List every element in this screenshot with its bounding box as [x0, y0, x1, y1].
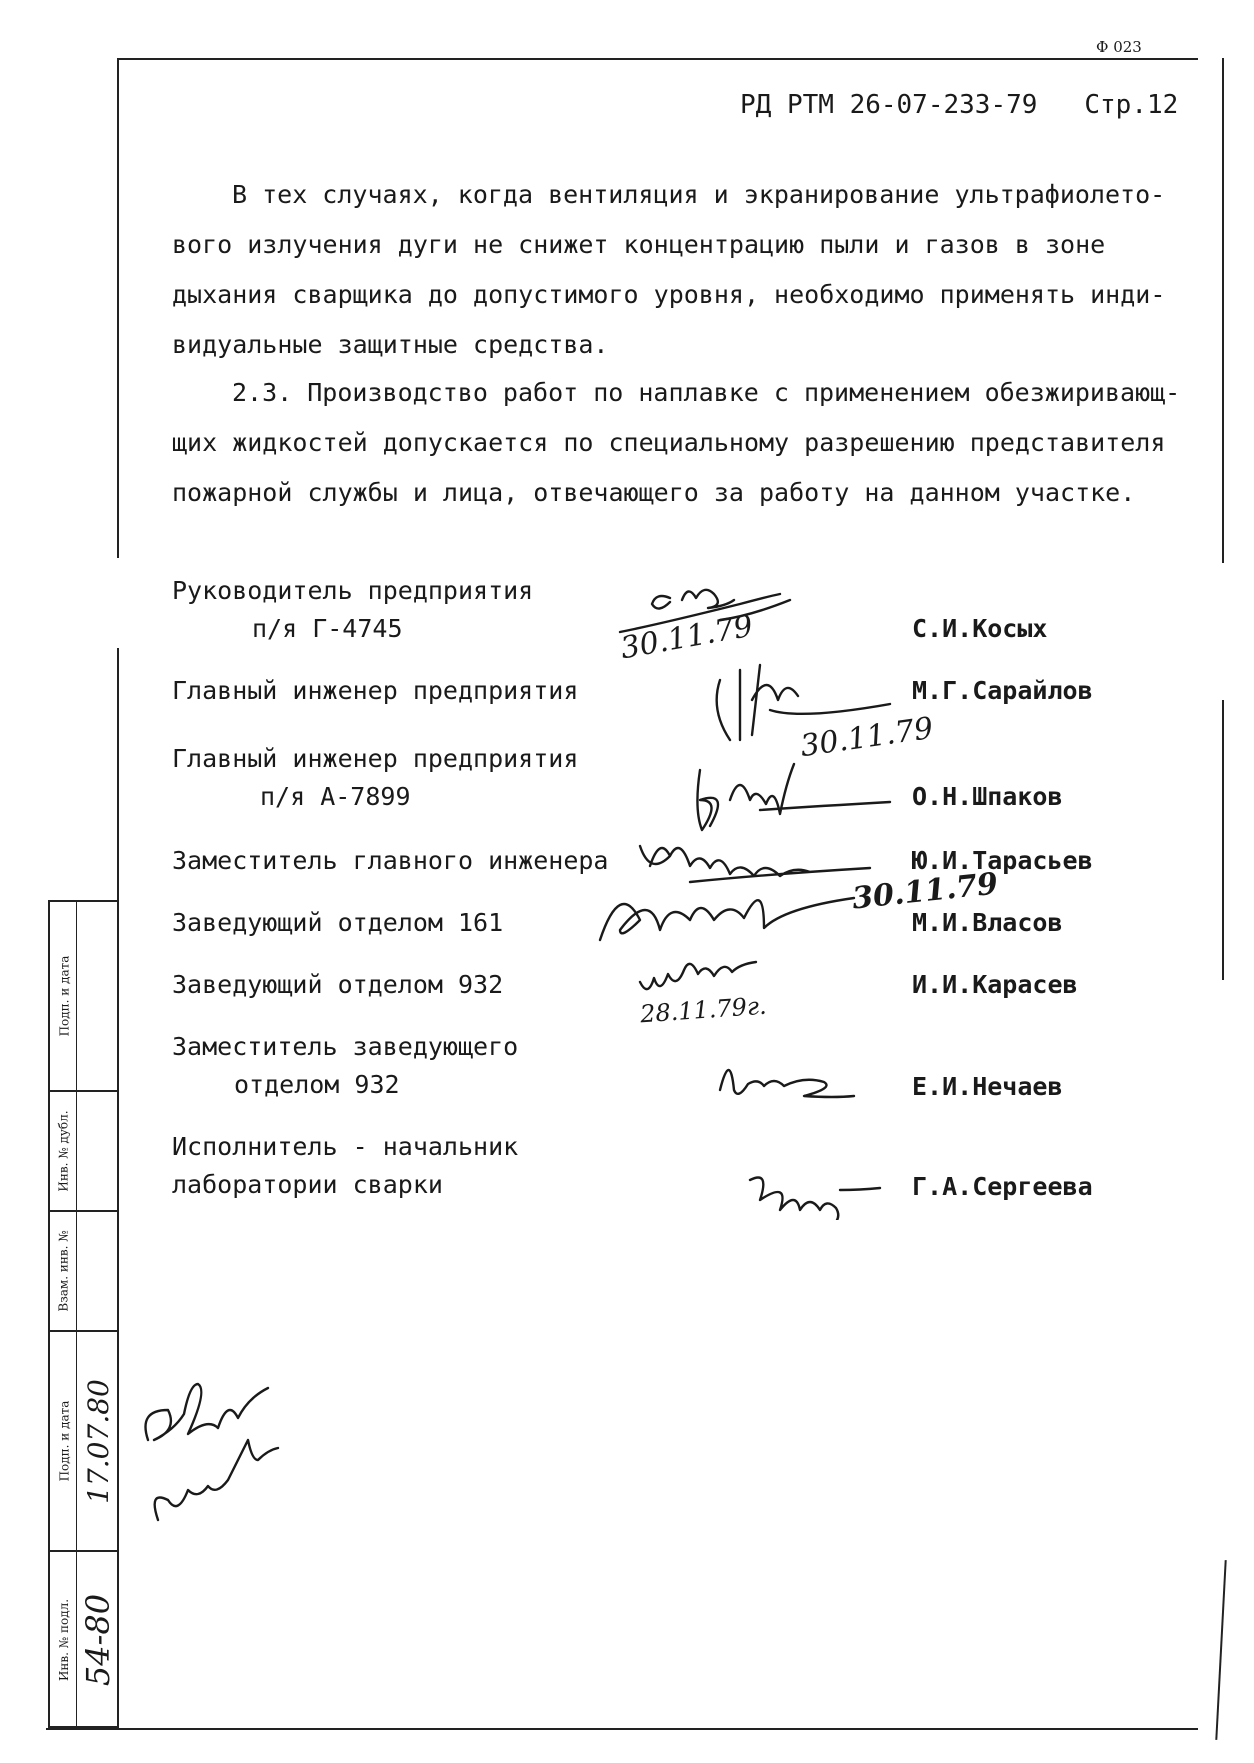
stamp-cell: Подп. и дата 17.07.80: [50, 1332, 118, 1552]
handwritten-date: 28.11.79г.: [639, 991, 768, 1029]
signatory-name: И.И.Карасев: [912, 970, 1078, 999]
signatory-name: М.И.Власов: [912, 908, 1063, 937]
paragraph-2-3: [172, 368, 1180, 518]
stamp-cell: Инв. № дубл.: [50, 1092, 118, 1212]
text-line: видуальные защитные средства.: [172, 330, 609, 359]
handwritten-inventory-number: 54-80: [79, 1593, 117, 1687]
document-header: РД РТМ 26-07-233-79 Стр.12: [740, 90, 1179, 120]
text-line: В тех случаях, когда вентиляция и экранирование ультрафиолето-: [232, 180, 1166, 209]
signature-nechaev: [700, 1050, 880, 1110]
margin-signature: [128, 1370, 298, 1550]
handwritten-date: 30.11.79: [850, 866, 1000, 917]
right-margin-line-mid: [1222, 700, 1224, 980]
right-margin-line-bottom: [1215, 1560, 1226, 1740]
signatory-title: Руководитель предприятия п/я Г-4745: [172, 576, 534, 643]
text-line: 2.3. Производство работ по наплавке с применением обезжиривающ-: [232, 378, 1181, 407]
signatory-name: О.Н.Шпаков: [912, 782, 1063, 811]
signatory-title: Заведующий отделом 161: [172, 908, 504, 937]
signatory-name: Г.А.Сергеева: [912, 1172, 1093, 1201]
text-line: щих жидкостей допускается по специальному разрешению представителя: [172, 428, 1166, 457]
handwritten-date: 30.11.79: [617, 608, 756, 667]
signatory-name: Е.И.Нечаев: [912, 1072, 1063, 1101]
handwritten-date: 17.07.80: [81, 1378, 115, 1504]
signature-sergeeva: [740, 1160, 900, 1220]
text-line: дыхания сварщика до допустимого уровня, необходимо применять инди-: [172, 280, 1166, 309]
signatory-name: С.И.Косых: [912, 614, 1048, 643]
signatory-name: М.Г.Сарайлов: [912, 676, 1093, 705]
signatory-title: Исполнитель - начальник лаборатории сварки: [172, 1132, 519, 1199]
left-margin-line: [117, 58, 119, 558]
text-line: вого излучения дуги не снижет концентрацию пыли и газов в зоне: [172, 230, 1106, 259]
paragraph-ventilation: [172, 170, 1165, 370]
stamp-block: [48, 900, 118, 1728]
stamp-cell: Инв. № подл. 54-80: [50, 1552, 118, 1728]
signatory-title: Заместитель главного инженера: [172, 846, 609, 875]
signatory-title: Заместитель заведующего отделом 932: [172, 1032, 519, 1099]
signatory-title: Главный инженер предприятия: [172, 676, 579, 705]
text-line: пожарной службы и лица, отвечающего за работу на данном участке.: [172, 478, 1136, 507]
signatory-title: Главный инженер предприятия п/я А-7899: [172, 744, 579, 811]
handwritten-date: 30.11.79: [798, 710, 936, 765]
stamp-cell: Подп. и дата: [50, 902, 118, 1092]
top-rule: [118, 58, 1198, 60]
form-code: Ф 023: [1096, 38, 1142, 56]
stamp-cell: Взам. инв. №: [50, 1212, 118, 1332]
signatory-title: Заведующий отделом 932: [172, 970, 504, 999]
signatory-name: Ю.И.Тарасьев: [912, 846, 1093, 875]
bottom-rule: [46, 1728, 1198, 1730]
signature-vlasov: [580, 880, 880, 960]
right-margin-line: [1222, 58, 1224, 563]
